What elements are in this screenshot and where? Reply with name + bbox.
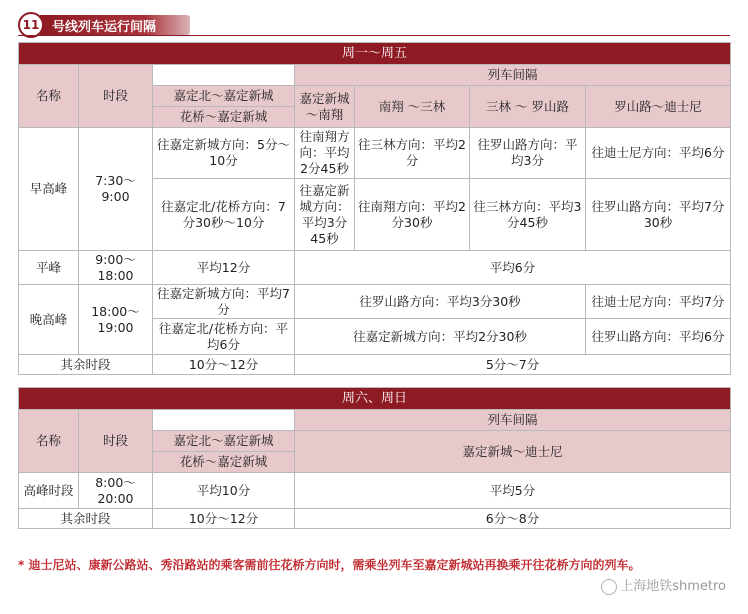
morning-name: 早高峰 <box>19 128 79 251</box>
flat-a: 平均12分 <box>153 251 295 285</box>
header-seg-d: 三林 ～ 罗山路 <box>470 86 586 128</box>
morning-r1-e: 往迪士尼方向：平均6分 <box>586 128 731 179</box>
wk-peak-name: 高峰时段 <box>19 473 79 509</box>
flat-name: 平峰 <box>19 251 79 285</box>
wk-other-name: 其余时段 <box>19 509 153 529</box>
table-row <box>19 128 731 179</box>
watermark <box>601 575 726 595</box>
section-title <box>18 14 730 36</box>
morning-r1-a: 往嘉定新城方向：5分～10分 <box>153 128 295 179</box>
table-row <box>19 251 731 285</box>
title-underline <box>18 35 730 36</box>
weekday-table <box>18 42 731 375</box>
wk-header-interval: 列车间隔 <box>295 410 731 431</box>
wk-header-blank <box>153 410 295 431</box>
table-row <box>19 473 731 509</box>
table-row <box>19 285 731 319</box>
evening-name: 晚高峰 <box>19 285 79 355</box>
weekend-banner-text: 周六、周日 <box>19 388 731 410</box>
header-seg-a2: 花桥～嘉定新城 <box>153 107 295 128</box>
evening-r1-a: 往嘉定新城方向：平均7分 <box>153 285 295 319</box>
morning-r2-d: 往三林方向：平均3分45秒 <box>470 179 586 251</box>
header-seg-a1: 嘉定北～嘉定新城 <box>153 86 295 107</box>
weekend-table <box>18 387 731 529</box>
weekday-banner-text: 周一～周五 <box>19 43 731 65</box>
morning-r2-b: 往嘉定新城方向：平均3分45秒 <box>295 179 355 251</box>
flat-rest: 平均6分 <box>295 251 731 285</box>
wk-peak-rest: 平均5分 <box>295 473 731 509</box>
evening-r2-bd: 往嘉定新城方向：平均2分30秒 <box>295 319 586 355</box>
line-number-badge: 11 <box>18 12 44 38</box>
wk-peak-time: 8:00～20:00 <box>79 473 153 509</box>
wk-peak-a: 平均10分 <box>153 473 295 509</box>
footnote: * 迪士尼站、康新公路站、秀沿路站的乘客需前往花桥方向时，需乘坐列车至嘉定新城站再换乘开往花桥方向的列车。 <box>18 558 641 572</box>
header-seg-e: 罗山路～迪士尼 <box>586 86 731 128</box>
morning-r2-c: 往南翔方向：平均2分30秒 <box>355 179 470 251</box>
header-seg-c: 南翔 ～三林 <box>355 86 470 128</box>
wk-header-period: 时段 <box>79 410 153 473</box>
morning-r1-b: 往南翔方向：平均2分45秒 <box>295 128 355 179</box>
morning-r1-c: 往三林方向：平均2分 <box>355 128 470 179</box>
table-row <box>19 355 731 375</box>
evening-r2-a: 往嘉定北/花桥方向：平均6分 <box>153 319 295 355</box>
table-row <box>19 509 731 529</box>
evening-r1-bd: 往罗山路方向：平均3分30秒 <box>295 285 586 319</box>
header-name: 名称 <box>19 65 79 128</box>
title-text: 号线列车运行间隔 <box>52 20 157 35</box>
evening-time: 18:00～19:00 <box>79 285 153 355</box>
evening-r1-e: 往迪士尼方向：平均7分 <box>586 285 731 319</box>
header-interval: 列车间隔 <box>295 65 731 86</box>
morning-time: 7:30～9:00 <box>79 128 153 251</box>
morning-r1-d: 往罗山路方向：平均3分 <box>470 128 586 179</box>
header-seg-b: 嘉定新城～南翔 <box>295 86 355 128</box>
other-rest: 5分～7分 <box>295 355 731 375</box>
flat-time: 9:00～18:00 <box>79 251 153 285</box>
watermark-text: 上海地铁shmetro <box>620 579 726 594</box>
morning-r2-e: 往罗山路方向：平均7分30秒 <box>586 179 731 251</box>
wk-other-rest: 6分～8分 <box>295 509 731 529</box>
evening-r2-e: 往罗山路方向：平均6分 <box>586 319 731 355</box>
morning-r2-a: 往嘉定北/花桥方向：7分30秒～10分 <box>153 179 295 251</box>
wk-header-name: 名称 <box>19 410 79 473</box>
wk-other-a: 10分～12分 <box>153 509 295 529</box>
wk-header-seg-a2: 花桥～嘉定新城 <box>153 452 295 473</box>
header-blank <box>153 65 295 86</box>
wk-header-seg-rest: 嘉定新城～迪士尼 <box>295 431 731 473</box>
wechat-icon <box>601 579 617 595</box>
header-period: 时段 <box>79 65 153 128</box>
other-name: 其余时段 <box>19 355 153 375</box>
weekend-banner <box>19 388 731 410</box>
weekday-banner <box>19 43 731 65</box>
wk-header-seg-a1: 嘉定北～嘉定新城 <box>153 431 295 452</box>
other-a: 10分～12分 <box>153 355 295 375</box>
